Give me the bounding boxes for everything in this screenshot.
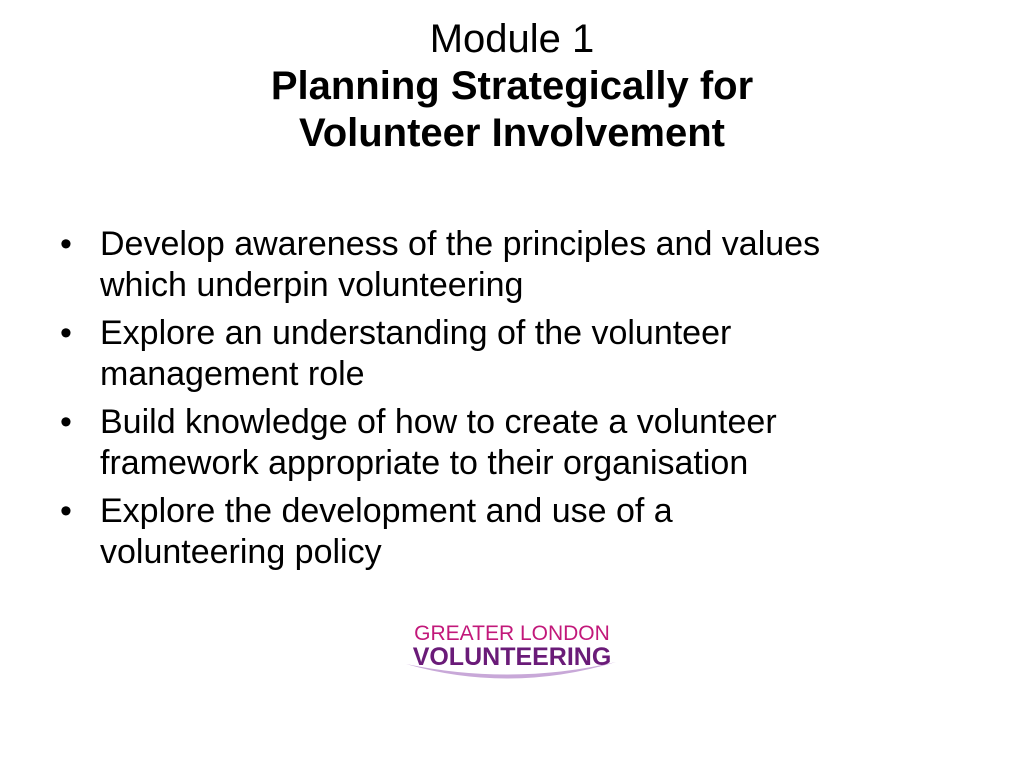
bullet-text-line: Explore an understanding of the volunteer — [100, 314, 732, 352]
bullet-item — [56, 313, 976, 395]
bullet-dot-icon: • — [60, 492, 72, 530]
logo-text-bottom: VOLUNTEERING — [412, 643, 612, 671]
bullet-dot-icon: • — [60, 403, 72, 441]
bullet-item — [56, 491, 976, 573]
bullet-item — [56, 402, 976, 484]
bullet-dot-icon: • — [60, 314, 72, 352]
bullet-text-line: Explore the development and use of a — [100, 492, 673, 530]
bullet-item — [56, 224, 976, 306]
bullet-dot-icon: • — [60, 225, 72, 263]
title-line-planning: Planning Strategically for — [270, 64, 754, 108]
title-line-involvement: Volunteer Involvement — [298, 111, 725, 155]
title-line-module: Module 1 — [429, 17, 595, 61]
bullet-list — [56, 224, 976, 580]
greater-london-volunteering-logo — [400, 618, 624, 690]
bullet-text-line: Build knowledge of how to create a volunteer — [100, 403, 777, 441]
logo-graphic — [400, 618, 624, 690]
bullet-text-line: volunteering policy — [100, 533, 382, 571]
bullet-text-line: Develop awareness of the principles and values — [100, 225, 821, 263]
bullet-text-line: framework appropriate to their organisation — [100, 444, 749, 482]
bullet-text-line: which underpin volunteering — [100, 266, 524, 304]
logo-text-top: GREATER LONDON — [414, 622, 610, 645]
slide-title — [0, 16, 1024, 157]
bullet-text-line: management role — [100, 355, 365, 393]
